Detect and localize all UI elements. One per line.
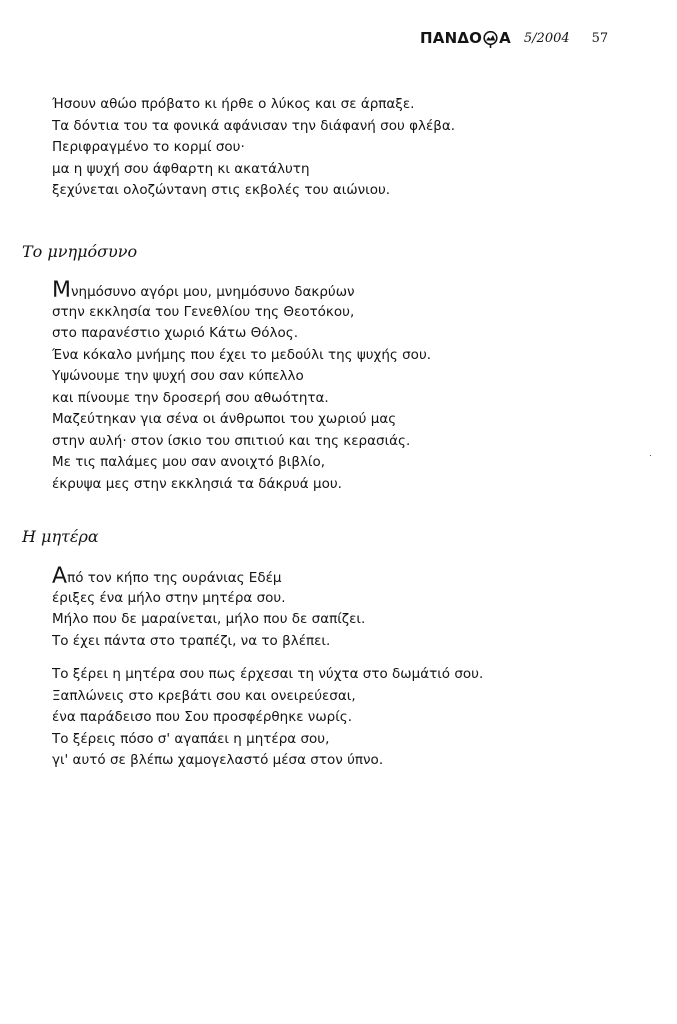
poem-line: Το έχει πάντα στο τραπέζι, να το βλέπει. bbox=[52, 632, 331, 649]
poem-title: Η μητέρα bbox=[22, 527, 99, 546]
poem-line: έκρυψα μες στην εκκλησιά τα δάκρυά μου. bbox=[52, 475, 342, 492]
journal-logo bbox=[420, 29, 511, 47]
poem-line: Το ξέρεις πόσο σ' αγαπάει η μητέρα σου, bbox=[52, 730, 330, 747]
running-header bbox=[420, 29, 608, 47]
poem-line: ξεχύνεται ολοζώντανη στις εκβολές του αιώνιου. bbox=[52, 182, 391, 198]
poem-mnimosyno bbox=[52, 280, 431, 495]
poem-line: στο παρανέστιο χωριό Κάτω Θόλος. bbox=[52, 325, 298, 341]
scan-speck bbox=[650, 455, 651, 456]
poem-line: Τα δόντια του τα φονικά αφάνισαν την διάφανή σου φλέβα. bbox=[52, 117, 456, 134]
poem-line: Μαζεύτηκαν για σένα οι άνθρωποι του χωριού μας bbox=[52, 411, 397, 427]
poem-line: στην αυλή· στον ίσκιο του σπιτιού και της κερασιάς. bbox=[52, 432, 411, 449]
poem-line: Μήλο που δε μαραίνεται, μήλο που δε σαπίζει. bbox=[52, 611, 366, 627]
drop-cap: Α bbox=[52, 564, 68, 589]
poem-line: Με τις παλάμες μου σαν ανοιχτό βιβλίο, bbox=[52, 454, 326, 470]
poem-line: Ένα κόκαλο μνήμης που έχει το μεδούλι της ψυχής σου. bbox=[52, 346, 432, 363]
drop-cap: Μ bbox=[52, 278, 71, 303]
journal-name-right: Α bbox=[499, 29, 511, 47]
poem-line: Ήσουν αθώο πρόβατο κι ήρθε ο λύκος και σε άρπαξε. bbox=[52, 96, 415, 112]
journal-name-left: ΠΑΝΔΟ bbox=[420, 29, 483, 47]
poem-line-text: πό τον κήπο της ουράνιας Εδέμ bbox=[67, 570, 282, 586]
poem-line bbox=[52, 280, 431, 302]
poem-line: ένα παράδεισο που Σου προσφέρθηκε νωρίς. bbox=[52, 709, 352, 725]
poem-title: Το μνημόσυνο bbox=[22, 242, 138, 261]
stanza-break bbox=[52, 652, 483, 664]
page-number: 57 bbox=[591, 30, 609, 46]
pandora-emblem-icon bbox=[483, 31, 498, 48]
poem-line-text: νημόσυνο αγόρι μου, μνημόσυνο δακρύων bbox=[70, 284, 355, 300]
poem-mitera bbox=[52, 566, 483, 772]
poem-line: έριξες ένα μήλο στην μητέρα σου. bbox=[52, 589, 286, 606]
poem-line: Ξαπλώνεις στο κρεβάτι σου και ονειρεύεσαι, bbox=[52, 687, 356, 704]
poem-line: γι' αυτό σε βλέπω χαμογελαστό μέσα στον ύπνο. bbox=[52, 752, 384, 768]
issue-number: 5/2004 bbox=[523, 30, 570, 46]
poem-line bbox=[52, 566, 483, 588]
poem-line: στην εκκλησία του Γενεθλίου της Θεοτόκου, bbox=[52, 303, 355, 320]
poem-line: και πίνουμε την δροσερή σου αθωότητα. bbox=[52, 389, 329, 406]
poem-line: Το ξέρει η μητέρα σου πως έρχεσαι τη νύχτα στο δωμάτιό σου. bbox=[52, 666, 484, 682]
poem-line: Υψώνουμε την ψυχή σου σαν κύπελλο bbox=[52, 368, 304, 384]
poem-line: μα η ψυχή σου άφθαρτη κι ακατάλυτη bbox=[52, 160, 310, 177]
poem-continuation bbox=[52, 94, 455, 202]
poem-line: Περιφραγμένο το κορμί σου· bbox=[52, 139, 245, 155]
